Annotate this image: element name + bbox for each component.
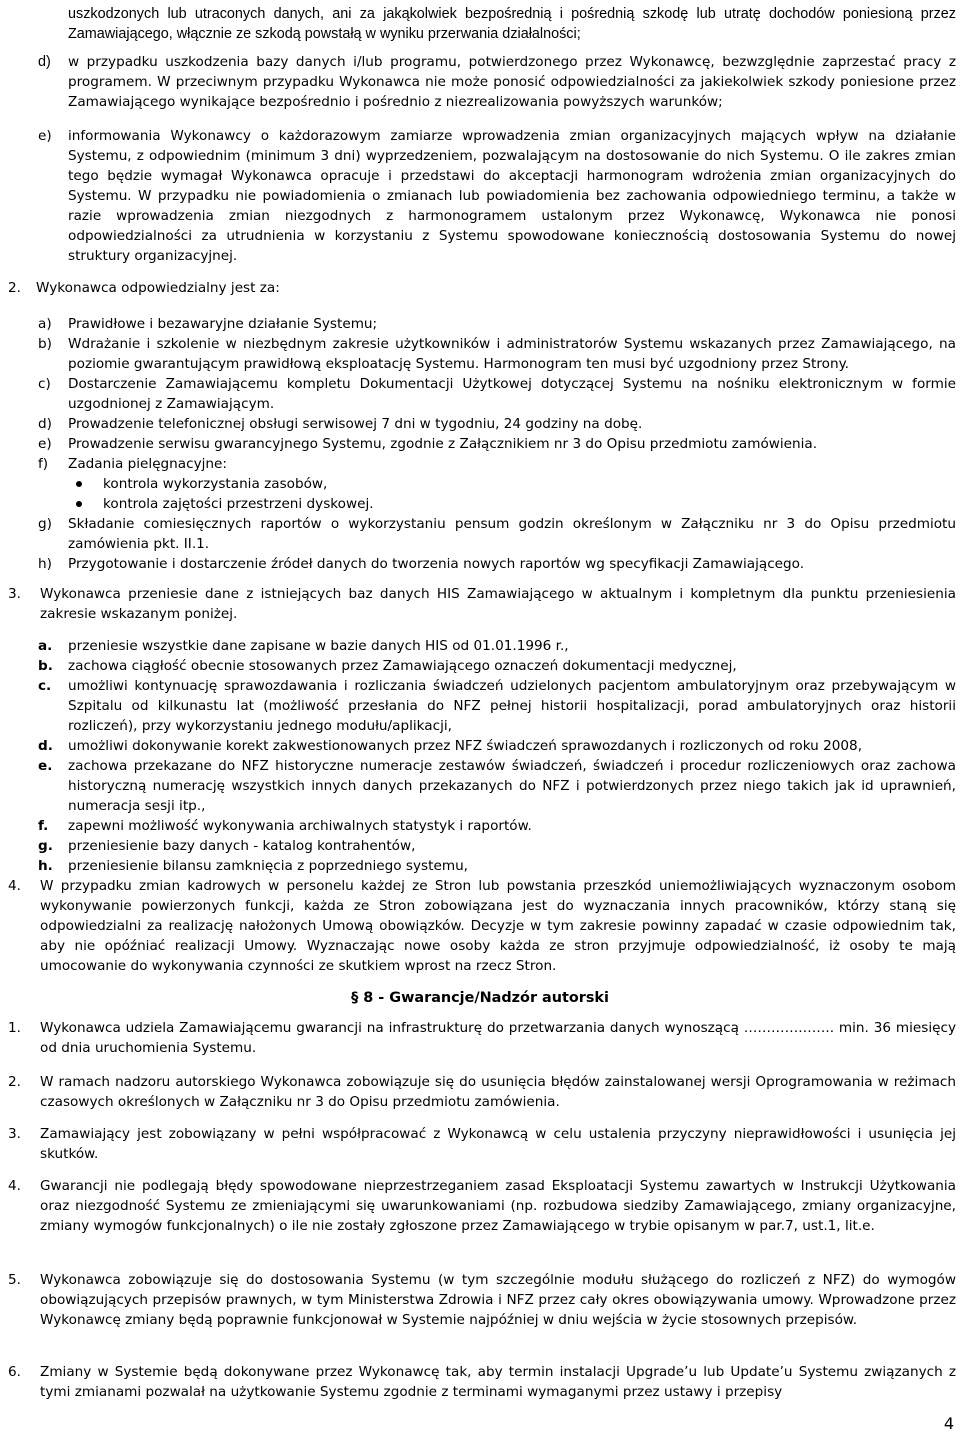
s2-item-g-text: Składanie comiesięcznych raportów o wykorzystaniu pensum godzin określonym w Załączniku nr 3 do Opisu przedmiotu zamówienia pkt. II.1.: [68, 516, 956, 552]
s3-item-g-text: przeniesienie bazy danych - katalog kontrahentów,: [68, 838, 416, 854]
s8-item-4-text: Gwarancji nie podlegają błędy spowodowane nieprzestrzeganiem zasad Eksploatacji Systemu zawartych w Instrukcji Użytkowania oraz niezgodność Systemu ze zmieniającymi się uwarunkowaniami (np. rozbudowa siedziby Zamawiającego, zmiany organizacyjne, zmiany wymogów funkcjonalnych) o ile nie zostały zgłoszone przez Zamawiającego w trybie opisanym w par.7, ust.1, lit.e.: [40, 1178, 956, 1234]
s3-item-d-label: d.: [38, 738, 53, 754]
section-4-text: W przypadku zmian kadrowych w personelu każdej ze Stron lub powstania przeszkód uniemożliwiających wyznaczonym osobom wykonywanie powierzonych funkcji, każda ze Stron zobowiązana jest do wyznaczania innych pracowników, którzy staną się odpowiedzialni za realizację nałożonych Umową obowiązków. Decyzje w tym zakresie powinny zapadać w czasie odpowiednim tak, aby nie opóźniać realizacji Umowy. Wyznaczając nowe osoby każda ze stron przyjmuje odpowiedzialność, iż osoby te mają umocowanie do wykonywania czynności ze skutkiem wprost na rzecz Stron.: [40, 878, 956, 974]
s3-item-g-label: g.: [38, 838, 53, 854]
page-number: 4: [943, 1414, 954, 1433]
s2-item-e-label: e): [38, 436, 52, 452]
s8-item-2-label: 2.: [8, 1074, 21, 1090]
s3-item-a-label: a.: [38, 638, 53, 654]
s3-item-e-text: zachowa przekazane do NFZ historyczne numeracje zestawów świadczeń, świadczeń i procedur rozliczeniowych oraz zachowa historyczną numerację wszystkich innych danych przekazanych do NFZ i potwierdzonych przez niego takich jak id uprawnień, numeracja sesji itp.,: [68, 758, 956, 814]
s8-item-3-text: Zamawiający jest zobowiązany w pełni współpracować z Wykonawcą w celu ustalenia przyczyny nieprawidłowości i usunięcia jej skutków.: [40, 1126, 956, 1162]
s3-item-f-label: f.: [38, 818, 49, 834]
section-2-number: 2.: [8, 280, 21, 296]
s8-item-4-label: 4.: [8, 1178, 21, 1194]
section-3-intro: Wykonawca przeniesie dane z istniejących baz danych HIS Zamawiającego w aktualnym i kompletnym dla punktu przeniesienia zakresie wskazanym poniżej.: [40, 586, 956, 622]
section-3-number: 3.: [8, 586, 21, 602]
section-8-heading: § 8 - Gwarancje/Nadzór autorski: [351, 990, 609, 1006]
s8-item-6-text: Zmiany w Systemie będą dokonywane przez Wykonawcę tak, aby termin instalacji Upgrade’u lub Update’u Systemu związanych z tymi zmianami pozwalał na użytkowanie Systemu zgodnie z terminami wymaganymi przez ustawy i przepisy: [40, 1364, 956, 1400]
s8-item-1-label: 1.: [8, 1020, 21, 1036]
s8-item-6-label: 6.: [8, 1364, 21, 1380]
item-d-label: d): [38, 54, 51, 70]
s2-item-c-text: Dostarczenie Zamawiającemu kompletu Dokumentacji Użytkowej dotyczącej Systemu na nośniku elektronicznym w formie uzgodnionej z Zamawiającym.: [68, 376, 956, 412]
s2-item-f-text: Zadania pielęgnacyjne:: [68, 456, 227, 472]
s2-item-e-text: Prowadzenie serwisu gwarancyjnego Systemu, zgodnie z Załącznikiem nr 3 do Opisu przedmiotu zamówienia.: [68, 436, 818, 452]
s3-item-a-text: przeniesie wszystkie dane zapisane w bazie danych HIS od 01.01.1996 r.,: [68, 638, 569, 654]
s2-bullet-1: kontrola wykorzystania zasobów,: [103, 476, 328, 492]
s3-item-c-text: umożliwi kontynuację sprawozdawania i rozliczania świadczeń udzielonych pacjentom ambulatoryjnym oraz przebywającym w Szpitalu od kilkunastu lat (możliwość przesłania do NFZ pełnej historii hospitalizacji, porad ambulatoryjnych oraz historii rozliczeń), przy wykorzystaniu jednego modułu/aplikacji,: [68, 678, 956, 734]
s3-item-c-label: c.: [38, 678, 52, 694]
s8-item-2-text: W ramach nadzoru autorskiego Wykonawca zobowiązuje się do usunięcia błędów zainstalowanej wersji Oprogramowania w reżimach czasowych określonych w Załączniku nr 3 do Opisu przedmiotu zamówienia.: [40, 1074, 956, 1110]
section-4-number: 4.: [8, 878, 21, 894]
s3-item-b-label: b.: [38, 658, 53, 674]
s2-item-b-text: Wdrażanie i szkolenie w niezbędnym zakresie użytkowników i administratorów Systemu wskazanych przez Zamawiającego, na poziomie gwarantującym prawidłową eksploatację Systemu. Harmonogram ten musi być uzgodniony przez Strony.: [68, 336, 956, 372]
s2-item-b-label: b): [38, 336, 52, 352]
s8-item-3-label: 3.: [8, 1126, 21, 1142]
s2-item-g-label: g): [38, 516, 52, 532]
s3-item-b-text: zachowa ciągłość obecnie stosowanych przez Zamawiającego oznaczeń dokumentacji medycznej,: [68, 658, 737, 674]
s3-item-f-text: zapewni możliwość wykonywania archiwalnych statystyk i raportów.: [68, 818, 532, 834]
s8-item-5-label: 5.: [8, 1272, 21, 1288]
s8-item-1-text: Wykonawca udziela Zamawiającemu gwarancji na infrastrukturę do przetwarzania danych wynoszącą ……………….. min. 36 miesięcy od dnia uruchomienia Systemu.: [40, 1020, 956, 1056]
bullet-icon: [76, 481, 82, 487]
s2-item-d-label: d): [38, 416, 52, 432]
section-2-title: Wykonawca odpowiedzialny jest za:: [36, 280, 280, 296]
s2-item-a-text: Prawidłowe i bezawaryjne działanie Systemu;: [68, 316, 378, 332]
s2-item-c-label: c): [38, 376, 51, 392]
s2-item-d-text: Prowadzenie telefonicznej obsługi serwisowej 7 dni w tygodniu, 24 godziny na dobę.: [68, 416, 643, 432]
s3-item-h-label: h.: [38, 858, 53, 874]
s8-item-5-text: Wykonawca zobowiązuje się do dostosowania Systemu (w tym szczególnie modułu służącego do rozliczeń z NFZ) do wymogów obowiązujących przepisów prawnych, w tym Ministerstwa Zdrowia i NFZ przez cały okres obowiązywania umowy. Wprowadzone przez Wykonawcę zmiany będą poprawnie funkcjonował w Systemie najpóźniej w dniu wejścia w życie stosownych przepisów.: [40, 1272, 956, 1328]
s2-item-f-label: f): [38, 456, 49, 472]
s2-item-h-label: h): [38, 556, 52, 572]
s2-item-a-label: a): [38, 316, 52, 332]
item-d-text: w przypadku uszkodzenia bazy danych i/lub programu, potwierdzonego przez Wykonawcę, bezwzględnie zaprzestać pracy z programem. W przeciwnym przypadku Wykonawca nie może ponosić odpowiedzialności za jakiekolwiek szkody poniesione przez Zamawiającego wynikające bezpośrednio i pośrednio z niezrealizowania powyższych warunków;: [68, 54, 956, 110]
item-e-label: e): [38, 128, 52, 144]
s2-item-h-text: Przygotowanie i dostarczenie źródeł danych do tworzenia nowych raportów wg specyfikacji Zamawiającego.: [68, 556, 805, 572]
s3-item-h-text: przeniesienie bilansu zamknięcia z poprzedniego systemu,: [68, 858, 469, 874]
intro-continuation: uszkodzonych lub utraconych danych, ani za jakąkolwiek bezpośrednią i pośrednią szkodę lub utratę dochodów poniesioną przez Zamawiającego, włącznie ze szkodą powstałą w wyniku przerwania działalności;: [68, 6, 956, 42]
s3-item-e-label: e.: [38, 758, 53, 774]
bullet-icon: [76, 501, 82, 507]
item-e-text: informowania Wykonawcy o każdorazowym zamiarze wprowadzenia zmian organizacyjnych mających wpływ na działanie Systemu, z odpowiednim (minimum 3 dni) wyprzedzeniem, pozwalającym na dostosowanie do nich Systemu. O ile zakres zmian tego będzie wymagał Wykonawca opracuje i przedstawi do akceptacji harmonogram wdrożenia zmian organizacyjnych do Systemu. W przypadku nie powiadomienia o zmianach lub powiadomienia bez zachowania odpowiedniego terminu, a także w razie wprowadzenia zmian niezgodnych z harmonogramem ustalonym przez Wykonawcę, Wykonawca nie ponosi odpowiedzialności za utrudnienia w korzystaniu z Systemu spowodowane koniecznością dostosowania Systemu do nowej struktury organizacyjnej.: [68, 128, 956, 264]
s2-bullet-2: kontrola zajętości przestrzeni dyskowej.: [103, 496, 374, 512]
s3-item-d-text: umożliwi dokonywanie korekt zakwestionowanych przez NFZ świadczeń sprawozdanych i rozliczonych od roku 2008,: [68, 738, 863, 754]
